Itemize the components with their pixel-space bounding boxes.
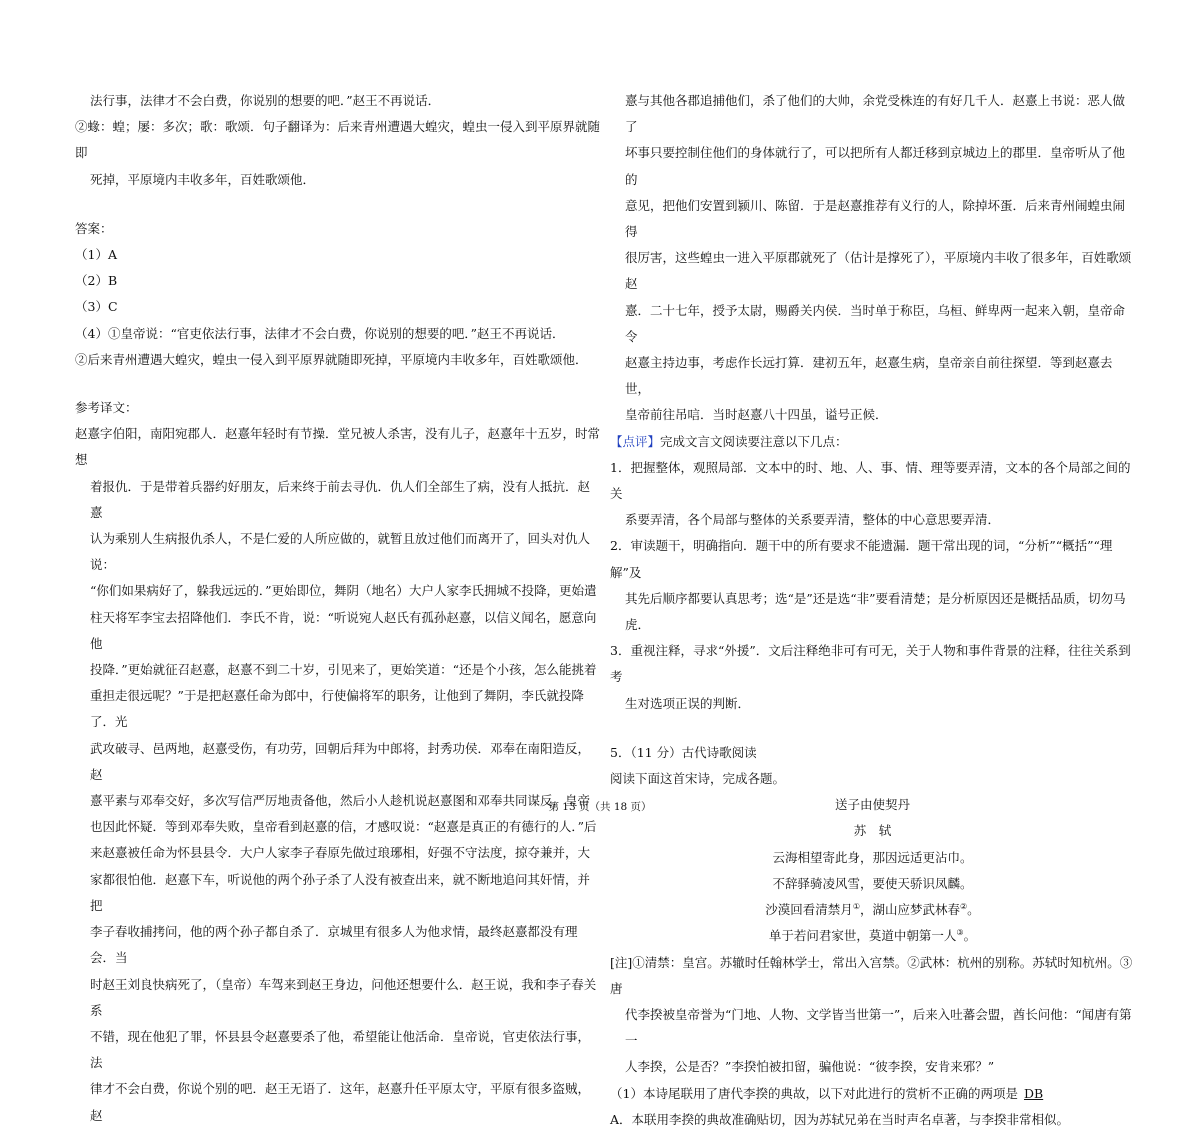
answer-item: （4）①皇帝说：“官吏依法行事，法律才不会白费，你说别的想要的吧．”赵王不再说话． xyxy=(75,325,565,341)
note-line: 代李揆被皇帝誉为“门地、人物、文学皆当世第一”，后来入吐蕃会盟，酋长问他：“闻唐有第一 xyxy=(625,1006,1132,1049)
text-line: 柱天将军李宝去招降他们．李氏不肯，说：“听说宛人赵氏有孤孙赵憙，以信义闻名，愿意向他 xyxy=(90,609,597,651)
footnote-marker: ① xyxy=(852,901,860,911)
right-column xyxy=(610,88,1135,1133)
tip-line: 3．重视注释，寻求“外援”．文后注释绝非可有可无，关于人物和事件背景的注释，往往关系到考 xyxy=(610,643,1131,685)
verse-part: 沙漠回看清禁月 xyxy=(765,902,853,918)
verse-part: 单于若问君家世，莫道中朝第一人 xyxy=(768,928,957,944)
answer-item: （2）B xyxy=(75,273,118,289)
poem-verse: 云海相望寄此身，那因远适更沾巾。 xyxy=(772,849,973,865)
question-line xyxy=(610,1081,1135,1107)
text-line: 着报仇．于是带着兵器约好朋友，后来终于前去寻仇．仇人们全部生了病，没有人抵抗．赵憙 xyxy=(90,478,591,520)
answer-blank: DB xyxy=(1023,1085,1044,1101)
tip-line: 2．审读题干，明确指向．题干中的所有要求不能遗漏．题干常出现的词，“分析”“概括”“理解”及 xyxy=(610,538,1113,580)
answer-item: （3）C xyxy=(75,299,118,315)
text-line: 李子春收捕拷问，他的两个孙子都自杀了．京城里有很多人为他求情，最终赵憙都没有理会．当 xyxy=(90,924,578,966)
footnote-marker: ② xyxy=(960,901,968,911)
note-line: [注]①清禁：皇宫。苏辙时任翰林学士，常出入宫禁。②武林：杭州的别称。苏轼时知杭州。③唐 xyxy=(610,954,1133,996)
text-line: 很厉害，这些蝗虫一进入平原郡就死了（估计是撑死了），平原境内丰收了很多年，百姓歌颂赵 xyxy=(625,250,1132,292)
text-line: 法行事，法律才不会白费，你说别的想要的吧．”赵王不再说话． xyxy=(90,93,441,108)
comment-line xyxy=(610,429,1135,455)
answer-heading: 答案： xyxy=(75,220,113,236)
text-line: 来赵憙被任命为怀县县令．大户人家李子春原先做过琅琊相，好强不守法度，掠夺兼并，大 xyxy=(90,845,591,861)
poem-verse xyxy=(610,897,1135,923)
text-line: 也因此怀疑．等到邓奉失败，皇帝看到赵憙的信，才感叹说：“赵憙是真正的有德行的人．”后 xyxy=(90,819,597,835)
left-column xyxy=(75,88,600,1129)
text-line: 意见，把他们安置到颍川、陈留．于是赵憙推荐有义行的人，除掉坏蛋．后来青州闹蝗虫闹得 xyxy=(625,197,1126,240)
text-line: 武攻破寻、邑两地，赵憙受伤，有功劳，回朝后拜为中郎将，封秀功侯．邓奉在南阳造反，赵 xyxy=(90,740,591,782)
question-intro: 阅读下面这首宋诗，完成各题。 xyxy=(610,771,786,787)
verse-part: 。 xyxy=(967,902,980,918)
footnote-marker: ③ xyxy=(956,928,964,938)
text-line: 憙．二十七年，授予太尉，赐爵关内侯．当时单于称臣，乌桓、鲜卑两一起来入朝，皇帝命令 xyxy=(625,302,1126,344)
text-line: ②蝝：蝗；屡：多次；歌：歌颂．句子翻译为：后来青州遭遇大蝗灾，蝗虫一侵入到平原界就随即 xyxy=(75,119,601,161)
comment-text: 完成文言文阅读要注意以下几点： xyxy=(660,433,848,449)
verse-part: ，湖山应梦武林春 xyxy=(859,902,960,918)
answer-item: ②后来青州遭遇大蝗灾，蝗虫一侵入到平原界就随即死掉，平原境内丰收多年，百姓歌颂他． xyxy=(75,351,588,367)
text-line: 皇帝前往吊唁．当时赵憙八十四虽，谥号正候． xyxy=(625,407,888,423)
tip-line: 1．把握整体，观照局部．文本中的时、地、人、事、情、理等要弄清，文本的各个局部之间的关 xyxy=(610,459,1131,502)
tip-line: 系要弄清，各个局部与整体的关系要弄清，整体的中心意思要弄清． xyxy=(625,512,1001,528)
verse-part: 。 xyxy=(963,928,977,944)
comment-tag: 【点评】 xyxy=(610,433,661,449)
poem-verse xyxy=(610,923,1135,949)
text-line: 重担走很远呢？”于是把赵憙任命为郎中，行使偏将军的职务，让他到了舞阴，李氏就投降了．光 xyxy=(90,688,584,730)
question-text: （1）本诗尾联用了唐代李揆的典故，以下对此进行的赏析不正确的两项是 xyxy=(610,1085,1018,1101)
text-line: “你们如果病好了，躲我远远的．”更始即位，舞阴（地名）大户人家李氏拥城不投降，更始遣 xyxy=(90,583,597,599)
answer-item: （1）A xyxy=(75,247,117,263)
question-heading: 5．（11 分）古代诗歌阅读 xyxy=(610,744,757,760)
poem-author: 苏 轼 xyxy=(853,823,892,839)
text-line: 赵憙字伯阳，南阳宛郡人．赵憙年轻时有节操．堂兄被人杀害，没有儿子，赵憙年十五岁，时常想 xyxy=(75,426,601,468)
text-line: 家都很怕他．赵憙下车，听说他的两个孙子杀了人没有被查出来，就不断地追问其奸情，并把 xyxy=(90,871,591,913)
text-line: 投降．”更始就征召赵憙，赵憙不到二十岁，引见来了，更始笑道：“还是个小孩，怎么能挑着 xyxy=(90,662,597,678)
text-line: 时赵王刘良快病死了，（皇帝）车驾来到赵王身边，问他还想要什么．赵王说，我和李子春关系 xyxy=(90,976,597,1018)
note-line: 人李揆，公是否？”李揆怕被扣留，骗他说：“彼李揆，安肯来邪？” xyxy=(625,1059,995,1075)
poem-title: 送子由使契丹 xyxy=(834,797,910,813)
translation-heading: 参考译文： xyxy=(75,400,138,416)
text-line: 死掉，平原境内丰收多年，百姓歌颂他． xyxy=(90,171,316,187)
option-line: A．本联用李揆的典故准确贴切，因为苏轼兄弟在当时声名卓著，与李揆非常相似。 xyxy=(610,1111,1070,1127)
text-line: 坏事只要控制住他们的身体就行了，可以把所有人都迁移到京城边上的郡里．皇帝听从了他的 xyxy=(625,145,1126,187)
text-line: 不错，现在他犯了罪，怀县县令赵憙要杀了他，希望能让他活命．皇帝说，官吏依法行事，法 xyxy=(90,1028,591,1071)
text-line: 憙与其他各郡追捕他们，杀了他们的大帅，余党受株连的有好几千人．赵憙上书说：恶人做了 xyxy=(625,93,1126,135)
text-line: 赵憙主持边事，考虑作长远打算．建初五年，赵憙生病，皇帝亲自前往探望．等到赵憙去世， xyxy=(625,355,1113,397)
tip-line: 生对选项正误的判断． xyxy=(625,695,751,711)
page-footer: 第 13 页（共 18 页） xyxy=(548,801,652,813)
tip-line: 其先后顺序都要认真思考；选“是”还是选“非”要看清楚；是分析原因还是概括品质，切勿马虎． xyxy=(625,590,1126,633)
poem-verse: 不辞驿骑凌风雪，要使天骄识凤麟。 xyxy=(772,875,973,891)
text-line: 律才不会白费，你说个别的吧．赵王无语了．这年，赵憙升任平原太守，平原有很多盗贼，赵 xyxy=(90,1081,591,1123)
text-line: 憙平素与邓奉交好，多次写信严厉地责备他，然后小人趁机说赵憙图和邓奉共同谋反，皇帝 xyxy=(90,793,591,809)
text-line: 认为乘别人生病报仇杀人，不是仁爱的人所应做的，就暂且放过他们而离开了，回头对仇人说： xyxy=(90,531,591,573)
